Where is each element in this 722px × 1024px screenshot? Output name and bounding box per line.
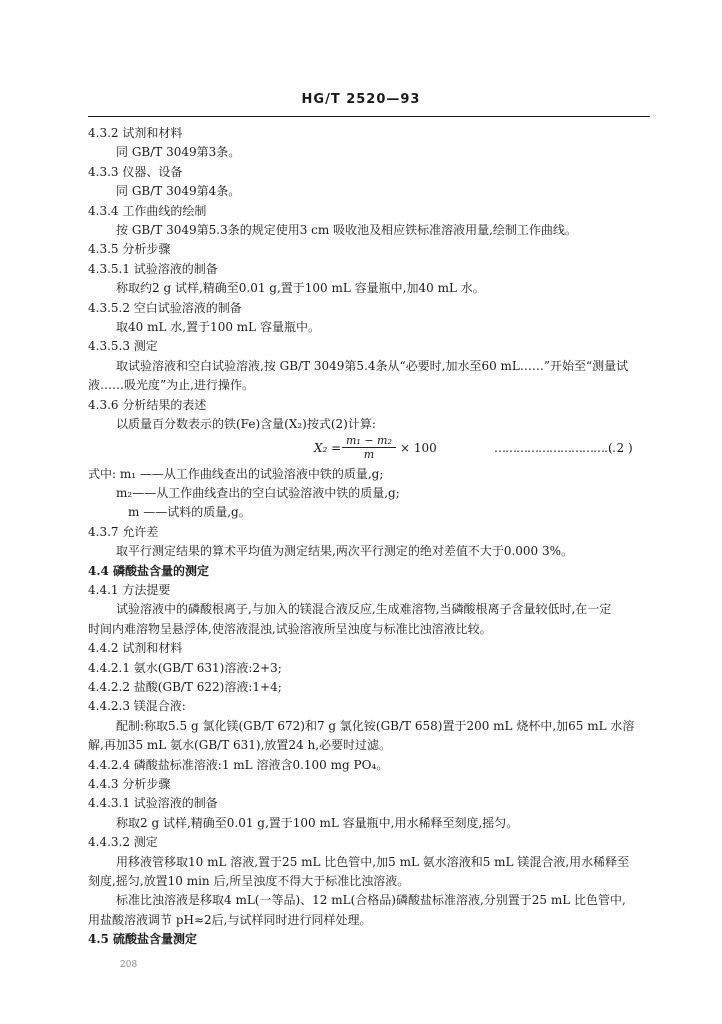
text-line: 用盐酸溶液调节 pH≈2后,与试样同时进行同样处理。 bbox=[88, 912, 372, 927]
text-line: 4.4.3.2 测定 bbox=[88, 835, 158, 850]
text-line: 标准比浊溶液是移取4 mL(一等品)、12 mL(合格品)磷酸盐标准溶液,分别置于25 mL 比色管中, bbox=[116, 893, 626, 908]
text-line: 式中: m₁ ——从工作曲线查出的试验溶液中铁的质量,g; bbox=[88, 466, 384, 481]
text-line: 同 GB/T 3049第3条。 bbox=[116, 145, 241, 160]
text-line: 4.4 磷酸盐含量的测定 bbox=[88, 563, 210, 578]
text-line: 4.3.3 仪器、设备 bbox=[88, 164, 183, 179]
text-line: m ——试料的质量,g。 bbox=[128, 505, 251, 520]
text-line: 4.3.6 分析结果的表述 bbox=[88, 397, 207, 412]
text-line: 4.4.3.1 试验溶液的制备 bbox=[88, 796, 218, 811]
formula-fraction bbox=[342, 434, 396, 461]
text-line: 4.4.1 方法提要 bbox=[88, 582, 171, 597]
text-line: 4.4.2.1 氨水(GB/T 631)溶液:2+3; bbox=[88, 660, 282, 675]
text-line: 液……吸光度”为止,进行操作。 bbox=[88, 378, 254, 393]
text-line: 4.3.5.2 空白试验溶液的制备 bbox=[88, 300, 242, 315]
text-line: 4.4.3 分析步骤 bbox=[88, 777, 171, 791]
text-line: m₂——从工作曲线查出的空白试验溶液中铁的质量,g; bbox=[116, 485, 400, 500]
text-block-lower bbox=[88, 465, 668, 950]
formula-numerator: m₁ − m₂ bbox=[342, 434, 396, 448]
text-line: 4.4.2.4 磷酸盐标准溶液:1 mL 溶液含0.100 mg PO₄。 bbox=[88, 757, 389, 772]
text-line: 试验溶液中的磷酸根离子,与加入的镁混合液反应,生成难溶物,当磷酸根离子含量较低时,在一定 bbox=[116, 602, 612, 617]
text-line: 以质量百分数表示的铁(Fe)含量(X₂)按式(2)计算: bbox=[116, 417, 376, 432]
text-line: 称取2 g 试样,精确至0.01 g,置于100 mL 容量瓶中,用水稀释至刻度,摇匀。 bbox=[116, 815, 519, 830]
document-body bbox=[88, 124, 668, 950]
text-line: 4.3.5.1 试验溶液的制备 bbox=[88, 261, 218, 276]
text-line: 4.3.2 试剂和材料 bbox=[88, 126, 183, 140]
text-line: 取平行测定结果的算术平均值为测定结果,两次平行测定的绝对差值不大于0.000 3%。 bbox=[116, 544, 574, 559]
formula-2 bbox=[88, 435, 668, 465]
text-line: 配制:称取5.5 g 氯化镁(GB/T 672)和7 g 氯化铵(GB/T 658)置于200 mL 烧杯中,加65 mL 水溶 bbox=[116, 718, 635, 733]
formula-rhs: × 100 bbox=[400, 440, 437, 455]
formula-lhs: X₂ = bbox=[314, 440, 342, 455]
header-rule bbox=[88, 116, 650, 117]
text-line: 4.4.2.2 盐酸(GB/T 622)溶液:1+4; bbox=[88, 679, 282, 694]
text-line: 称取约2 g 试样,精确至0.01 g,置于100 mL 容量瓶中,加40 mL 水。 bbox=[116, 281, 485, 296]
text-line: 4.3.7 允许差 bbox=[88, 524, 159, 539]
formula-leader-dots: …………………………… bbox=[494, 440, 615, 455]
text-block-upper bbox=[88, 124, 668, 435]
text-line: 用移液管移取10 mL 溶液,置于25 mL 比色管中,加5 mL 氨水溶液和5 mL 镁混合液,用水稀释至 bbox=[116, 854, 630, 869]
text-line: 按 GB/T 3049第5.3条的规定使用3 cm 吸收池及相应铁标准溶液用量,绘制工作曲线。 bbox=[116, 223, 577, 238]
formula-denominator: m bbox=[363, 447, 375, 461]
text-line: 同 GB/T 3049第4条。 bbox=[116, 184, 241, 199]
text-line: 取40 mL 水,置于100 mL 容量瓶中。 bbox=[116, 320, 320, 335]
text-line: 时间内难溶物呈悬浮体,使溶液混浊,试验溶液所呈浊度与标准比浊溶液比较。 bbox=[88, 621, 492, 636]
text-line: 4.3.5.3 测定 bbox=[88, 339, 158, 354]
text-line: 4.3.4 工作曲线的绘制 bbox=[88, 203, 207, 218]
formula-number: ( 2 ) bbox=[608, 440, 633, 455]
text-line: 刻度,摇匀,放置10 min 后,所呈浊度不得大于标准比浊溶液。 bbox=[88, 874, 410, 889]
text-line: 解,再加35 mL 氨水(GB/T 631),放置24 h,必要时过滤。 bbox=[88, 738, 392, 753]
text-line: 4.4.2 试剂和材料 bbox=[88, 641, 183, 656]
text-line: 4.5 硫酸盐含量测定 bbox=[88, 932, 198, 947]
text-line: 4.3.5 分析步骤 bbox=[88, 242, 171, 257]
page-number: 208 bbox=[120, 960, 138, 970]
text-line: 4.4.2.3 镁混合液: bbox=[88, 699, 186, 714]
page-header: HG/T 2520—93 bbox=[301, 92, 421, 107]
text-line: 取试验溶液和空白试验溶液,按 GB/T 3049第5.4条从“必要时,加水至60 mL……”开始至“测量试 bbox=[116, 358, 629, 373]
